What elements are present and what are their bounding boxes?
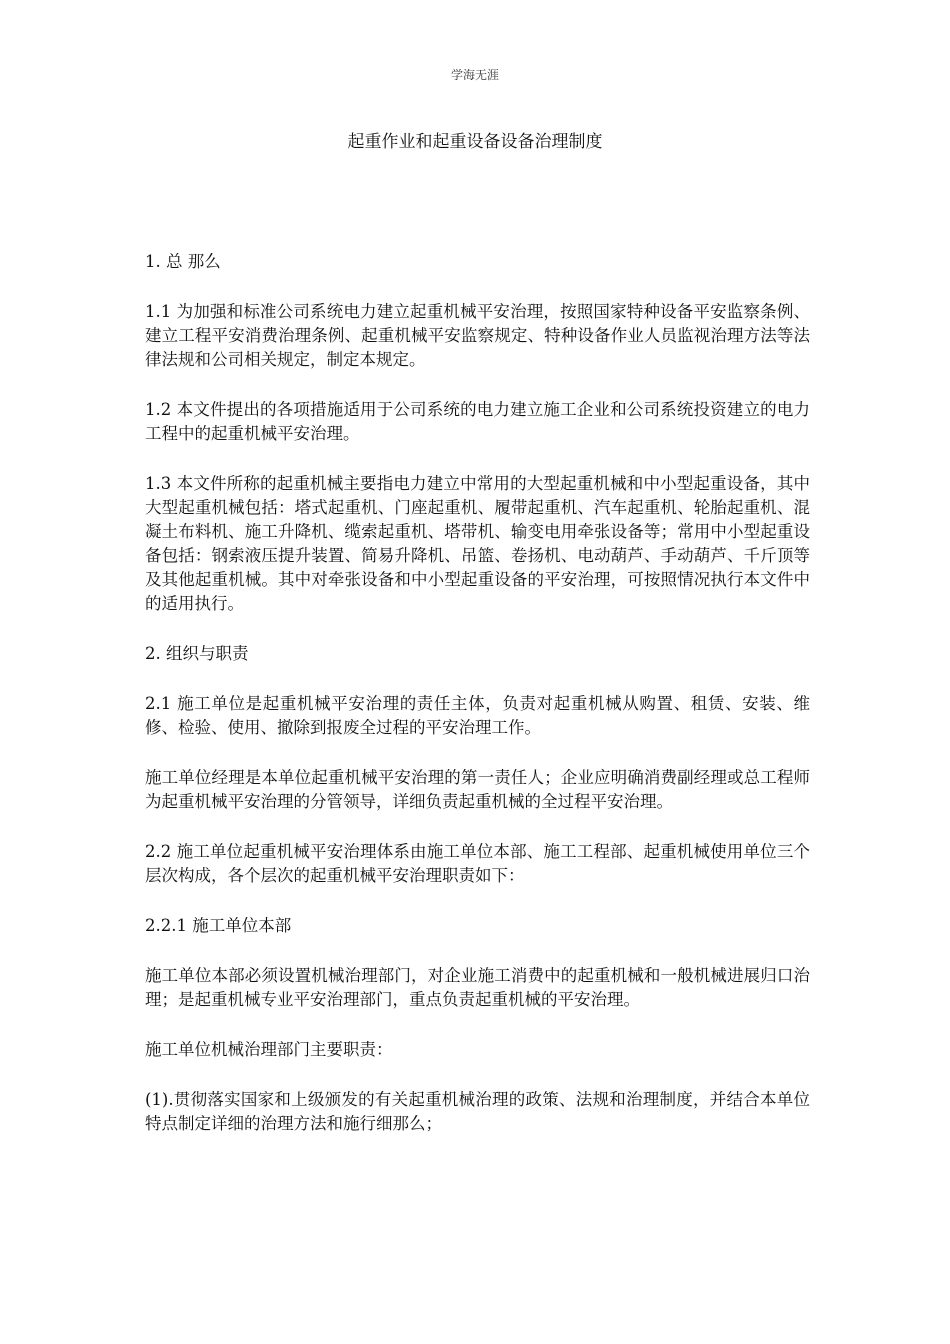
paragraph-1-3: 1.3 本文件所称的起重机械主要指电力建立中常用的大型起重机械和中小型起重设备，其中大型起重机械包括：塔式起重机、门座起重机、履带起重机、汽车起重机、轮胎起重机、混凝土布料机、施工升降机、缆索起重机、塔带机、输变电用牵张设备等；常用中小型起重设备包括：钢索液压提升装置、简易升降机、吊篮、卷扬机、电动葫芦、手动葫芦、千斤顶等及其他起重机械。其中对牵张设备和中小型起重设备的平安治理，可按照情况执行本文件中的适用执行。: [145, 474, 810, 613]
paragraph-duties-intro: 施工单位机械治理部门主要职责：: [145, 1040, 393, 1059]
subsection-heading-2-2-1: 2.2.1 施工单位本部: [145, 916, 292, 935]
paragraph-1-2: 1.2 本文件提出的各项措施适用于公司系统的电力建立施工企业和公司系统投资建立的电力工程中的起重机械平安治理。: [145, 400, 810, 443]
paragraph-2-2: 2.2 施工单位起重机械平安治理体系由施工单位本部、施工工程部、起重机械使用单位三个层次构成，各个层次的起重机械平安治理职责如下：: [145, 842, 810, 885]
document-body: [145, 250, 810, 1162]
page-header: 学海无涯: [450, 68, 499, 82]
paragraph-2-1: 2.1 施工单位是起重机械平安治理的责任主体，负责对起重机械从购置、租赁、安装、维修、检验、使用、撤除到报废全过程的平安治理工作。: [145, 694, 810, 737]
section-heading-1: 1. 总 那么: [145, 252, 221, 271]
paragraph-2-1-cont: 施工单位经理是本单位起重机械平安治理的第一责任人；企业应明确消费副经理或总工程师为起重机械平安治理的分管领导，详细负责起重机械的全过程平安治理。: [145, 768, 810, 811]
list-item-1: (1).贯彻落实国家和上级颁发的有关起重机械治理的政策、法规和治理制度，并结合本单位特点制定详细的治理方法和施行细那么；: [145, 1090, 810, 1133]
paragraph-2-2-1: 施工单位本部必须设置机械治理部门，对企业施工消费中的起重机械和一般机械进展归口治理；是起重机械专业平安治理部门，重点负责起重机械的平安治理。: [145, 966, 810, 1009]
paragraph-1-1: 1.1 为加强和标准公司系统电力建立起重机械平安治理，按照国家特种设备平安监察条例、建立工程平安消费治理条例、起重机械平安监察规定、特种设备作业人员监视治理方法等法律法规和公司相关规定，制定本规定。: [145, 302, 810, 369]
section-heading-2: 2. 组织与职责: [145, 644, 249, 663]
document-title: 起重作业和起重设备设备治理制度: [347, 132, 603, 152]
